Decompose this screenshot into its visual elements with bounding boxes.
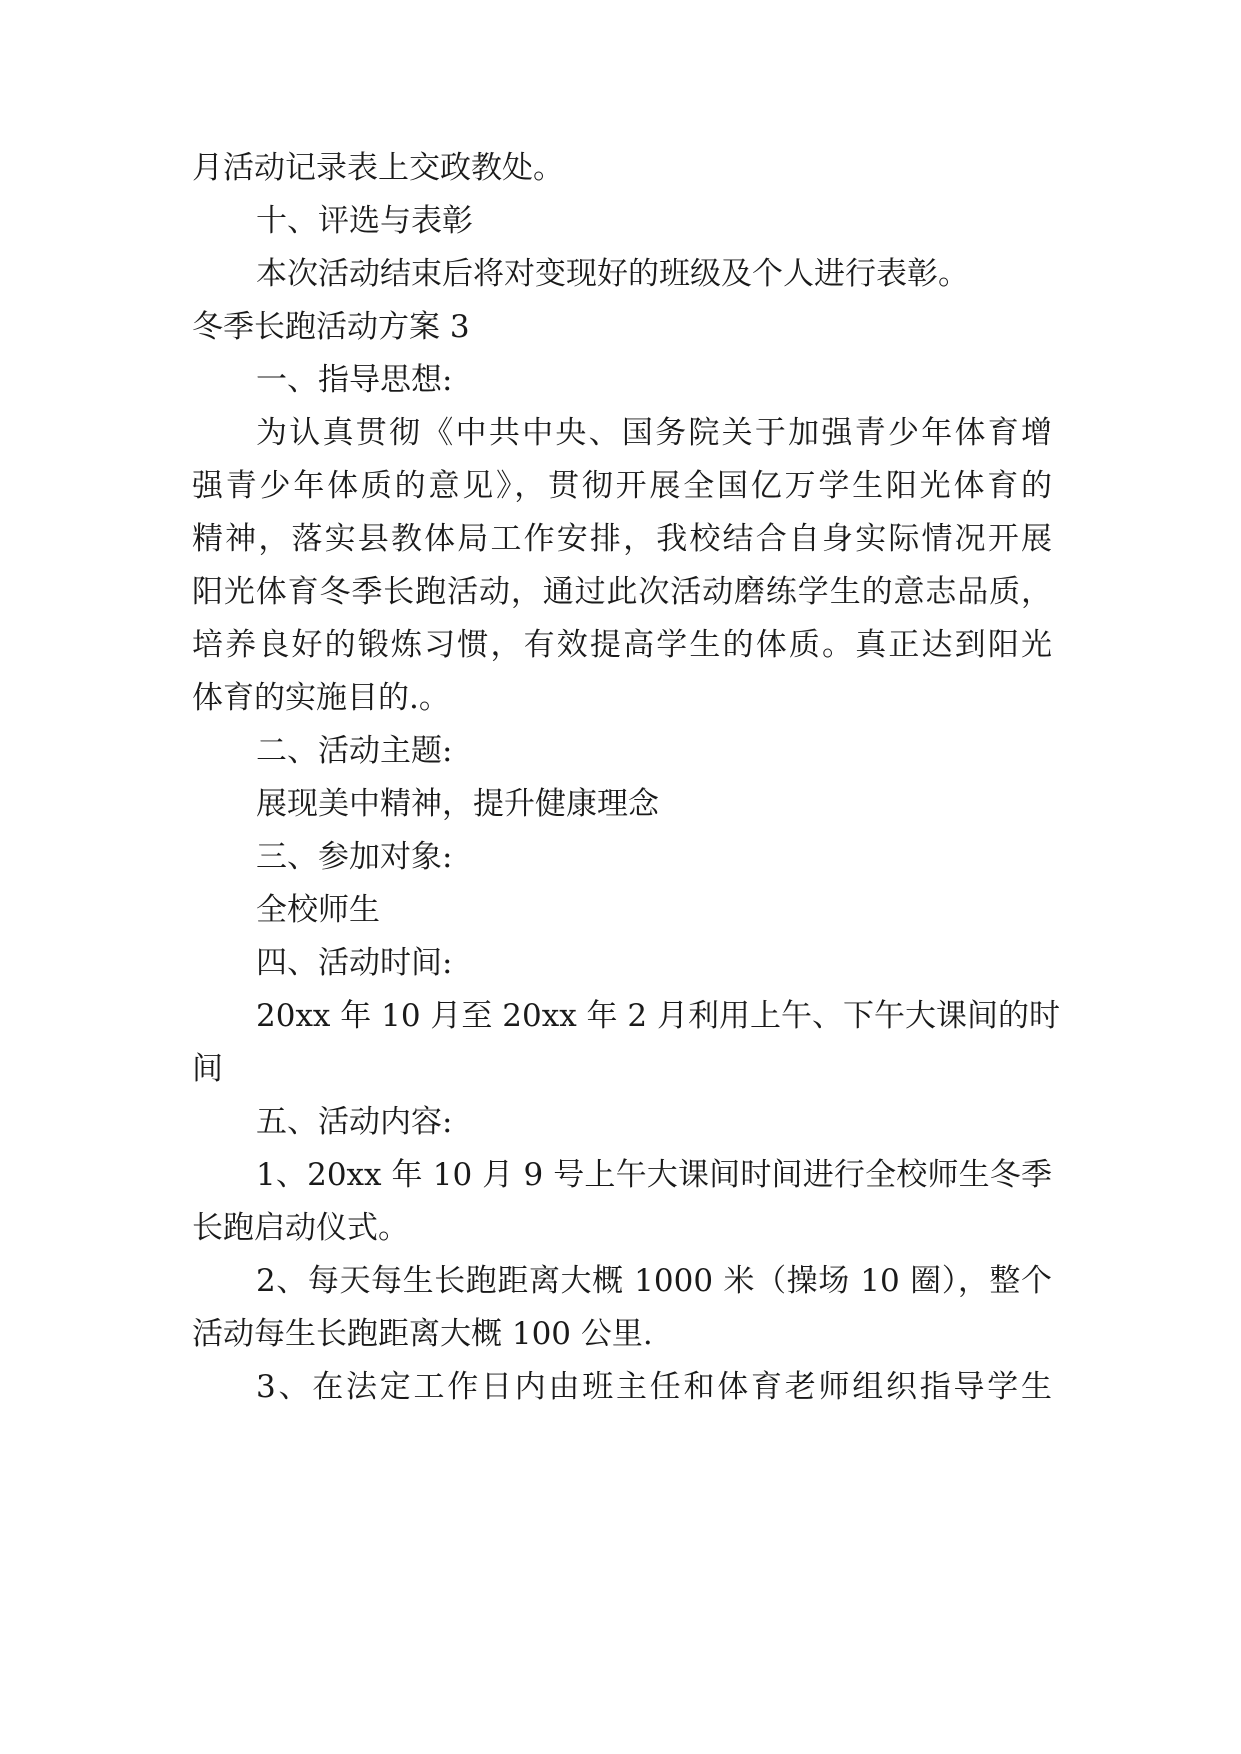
- section-heading: 四、活动时间:: [256, 945, 453, 981]
- text-line: 体育的实施目的.。: [192, 680, 450, 716]
- document-title: 冬季长跑活动方案 3: [192, 309, 470, 345]
- text-line: 本次活动结束后将对变现好的班级及个人进行表彰。: [256, 256, 969, 292]
- text-line: 强青少年体质的意见》，贯彻开展全国亿万学生阳光体育的: [192, 468, 1052, 504]
- text-line: 间: [192, 1051, 223, 1087]
- text-line: 3、在法定工作日内由班主任和体育老师组织指导学生: [256, 1369, 1052, 1405]
- text-line: 月活动记录表上交政教处。: [192, 150, 564, 186]
- text-line: 活动每生长跑距离大概 100 公里.: [192, 1316, 653, 1352]
- section-heading: 一、指导思想:: [256, 362, 453, 398]
- text-line: 全校师生: [256, 892, 380, 928]
- text-line: 1、20xx 年 10 月 9 号上午大课间时间进行全校师生冬季: [256, 1157, 1052, 1193]
- text-line: 阳光体育冬季长跑活动，通过此次活动磨练学生的意志品质，: [192, 574, 1052, 610]
- text-line: 精神，落实县教体局工作安排，我校结合自身实际情况开展: [192, 521, 1052, 557]
- section-heading: 十、评选与表彰: [256, 203, 473, 239]
- text-line: 长跑启动仪式。: [192, 1210, 409, 1246]
- section-heading: 二、活动主题:: [256, 733, 453, 769]
- text-line: 为认真贯彻《中共中央、国务院关于加强青少年体育增: [256, 415, 1052, 451]
- section-heading: 三、参加对象:: [256, 839, 453, 875]
- text-line: 20xx 年 10 月至 20xx 年 2 月利用上午、下午大课间的时: [256, 998, 1060, 1034]
- text-line: 展现美中精神，提升健康理念: [256, 786, 659, 822]
- text-line: 培养良好的锻炼习惯，有效提高学生的体质。真正达到阳光: [192, 627, 1052, 663]
- section-heading: 五、活动内容:: [256, 1104, 453, 1140]
- text-line: 2、每天每生长跑距离大概 1000 米（操场 10 圈），整个: [256, 1263, 1052, 1299]
